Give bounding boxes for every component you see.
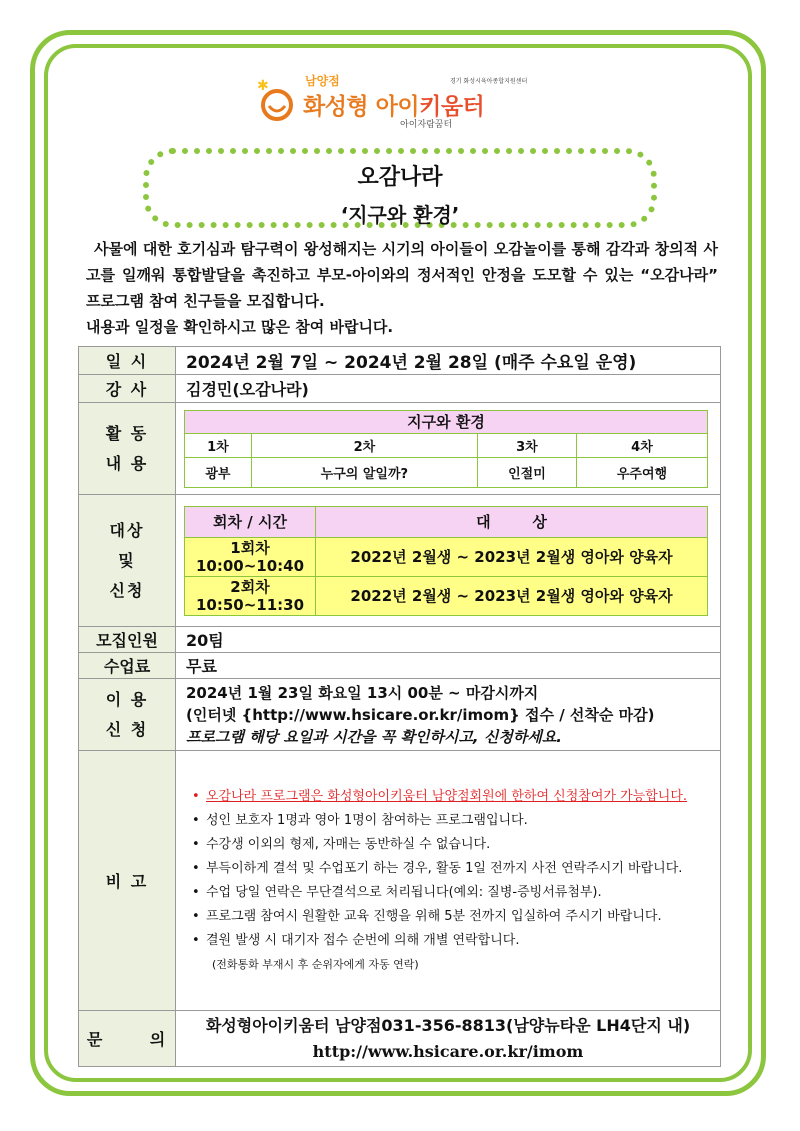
logo-branch: 남양점 (305, 74, 340, 88)
row-contact (79, 1011, 721, 1067)
row-activity (79, 403, 721, 495)
logo-name-a: 화성형 (303, 94, 369, 120)
target-label (79, 495, 176, 627)
capacity-value: 20팀 (176, 627, 721, 653)
title-box (143, 148, 657, 228)
activity-label-2: 내 용 (105, 453, 149, 473)
page-title: 오감나라 (357, 165, 443, 190)
session-topic: 누구의 알일까? (251, 457, 477, 487)
svg-text:✱: ✱ (257, 78, 269, 94)
target-header: 대 상 (316, 506, 708, 537)
notes-cell (176, 751, 721, 1011)
session-round: 2회차 (230, 577, 270, 596)
row-target (79, 495, 721, 627)
capacity-label: 모집인원 (79, 627, 176, 653)
session-target: 2022년 2월생 ~ 2023년 2월생 영아와 양육자 (316, 537, 708, 576)
session-round: 1회차 (230, 538, 270, 557)
target-label-3: 신청 (109, 580, 145, 600)
target-row (185, 537, 708, 576)
intro-text (86, 236, 718, 340)
contact-url[interactable]: http://www.hsicare.or.kr/imom (312, 1041, 584, 1061)
row-capacity (79, 627, 721, 653)
apply-period: 2024년 1월 23일 화요일 13시 00분 ~ 마감시까지 (186, 683, 539, 702)
contact-label: 문 의 (79, 1011, 176, 1067)
session-time-value: 10:50~11:30 (195, 595, 305, 614)
logo-tagline: 아이자람꿈터 (400, 120, 453, 130)
note-item: • 수강생 이외의 형제, 자매는 동반하실 수 없습니다. (190, 833, 710, 857)
target-table (184, 506, 708, 616)
target-label-1: 대상 (109, 520, 145, 540)
info-table (78, 346, 721, 1067)
activity-table (184, 410, 708, 488)
instructor-value: 김경민(오감나라) (176, 375, 721, 403)
apply-label-2: 신 청 (105, 719, 149, 739)
session-round: 3차 (477, 433, 576, 457)
apply-cell (176, 679, 721, 751)
session-topic: 우주여행 (576, 457, 707, 487)
date-label: 일 시 (79, 347, 176, 375)
apply-label-1: 이 용 (105, 689, 149, 709)
row-instructor (79, 375, 721, 403)
logo-org: 경기 화성시육아종합지원센터 (450, 78, 528, 85)
contact-phone: 화성형아이키움터 남양점031-356-8813(남양뉴타운 LH4단지 내) (205, 1015, 691, 1035)
row-date (79, 347, 721, 375)
session-time-value: 10:00~10:40 (195, 556, 305, 575)
session-round: 1차 (185, 433, 252, 457)
logo-name-c: 키움터 (419, 94, 485, 120)
activity-cell (176, 403, 721, 495)
session-round: 2차 (251, 433, 477, 457)
note-item: • 결원 발생 시 대기자 접수 순번에 의해 개별 연락합니다. (190, 929, 710, 953)
note-item: (전화통화 부재시 후 순위자에게 자동 연락) (212, 957, 419, 971)
session-topic: 인절미 (477, 457, 576, 487)
note-item: • 프로그램 참여시 원활한 교육 진행을 위해 5분 전까지 입실하여 주시기 바랍니다. (190, 905, 710, 929)
apply-label (79, 679, 176, 751)
note-item: • 성인 보호자 1명과 영아 1명이 참여하는 프로그램입니다. (190, 809, 710, 833)
center-logo (255, 70, 555, 130)
target-label-2: 및 (118, 550, 136, 570)
row-notes (79, 751, 721, 1011)
session-round: 4차 (576, 433, 707, 457)
contact-cell (176, 1011, 721, 1067)
note-item: • 수업 당일 연락은 무단결석으로 처리됩니다(예외: 질병-증빙서류첨부). (190, 881, 710, 905)
apply-notice: 프로그램 해당 요일과 시간을 꼭 확인하시고, 신청하세요. (186, 727, 563, 746)
date-value: 2024년 2월 7일 ~ 2024년 2월 28일 (매주 수요일 운영) (176, 347, 721, 375)
logo-name-b: 아이 (375, 94, 420, 120)
activity-label (79, 403, 176, 495)
note-item: • 부득이하게 결석 및 수업포기 하는 경우, 활동 1일 전까지 사전 연락주시기 바랍니다. (190, 857, 710, 881)
note-item: • 오감나라 프로그램은 화성형아이키움터 남양점회원에 한하여 신청참여가 가능합니다. (190, 785, 710, 809)
row-fee (79, 653, 721, 679)
fee-label: 수업료 (79, 653, 176, 679)
fee-value: 무료 (176, 653, 721, 679)
target-cell (176, 495, 721, 627)
logo-name (303, 88, 484, 121)
instructor-label: 강 사 (79, 375, 176, 403)
notes-label: 비 고 (79, 751, 176, 1011)
page-subtitle: ‘지구와 환경’ (340, 203, 460, 227)
apply-method: (인터넷 {http://www.hsicare.or.kr/imom} 접수 / 선착순 마감) (186, 705, 655, 724)
session-topic: 광부 (185, 457, 252, 487)
target-row (185, 576, 708, 615)
notes-list (190, 785, 710, 977)
activity-label-1: 활 동 (105, 423, 149, 443)
activity-theme: 지구와 환경 (185, 410, 708, 433)
row-apply (79, 679, 721, 751)
intro-closing: 내용과 일정을 확인하시고 많은 참여 바랍니다. (86, 318, 394, 336)
session-time (185, 537, 316, 576)
time-header: 회차 / 시간 (185, 506, 316, 537)
intro-paragraph: 사물에 대한 호기심과 탐구력이 왕성해지는 시기의 아이들이 오감놀이를 통해 감각과 창의적 사고를 일깨워 통합발달을 촉진하고 부모-아이와의 정서적인 안정을 도모할 수 있는 “오감나라” 프로그램 참여 친구들을 모집합니다. (86, 240, 718, 310)
session-target: 2022년 2월생 ~ 2023년 2월생 영아와 양육자 (316, 576, 708, 615)
session-time (185, 576, 316, 615)
smile-face-icon (255, 78, 299, 122)
